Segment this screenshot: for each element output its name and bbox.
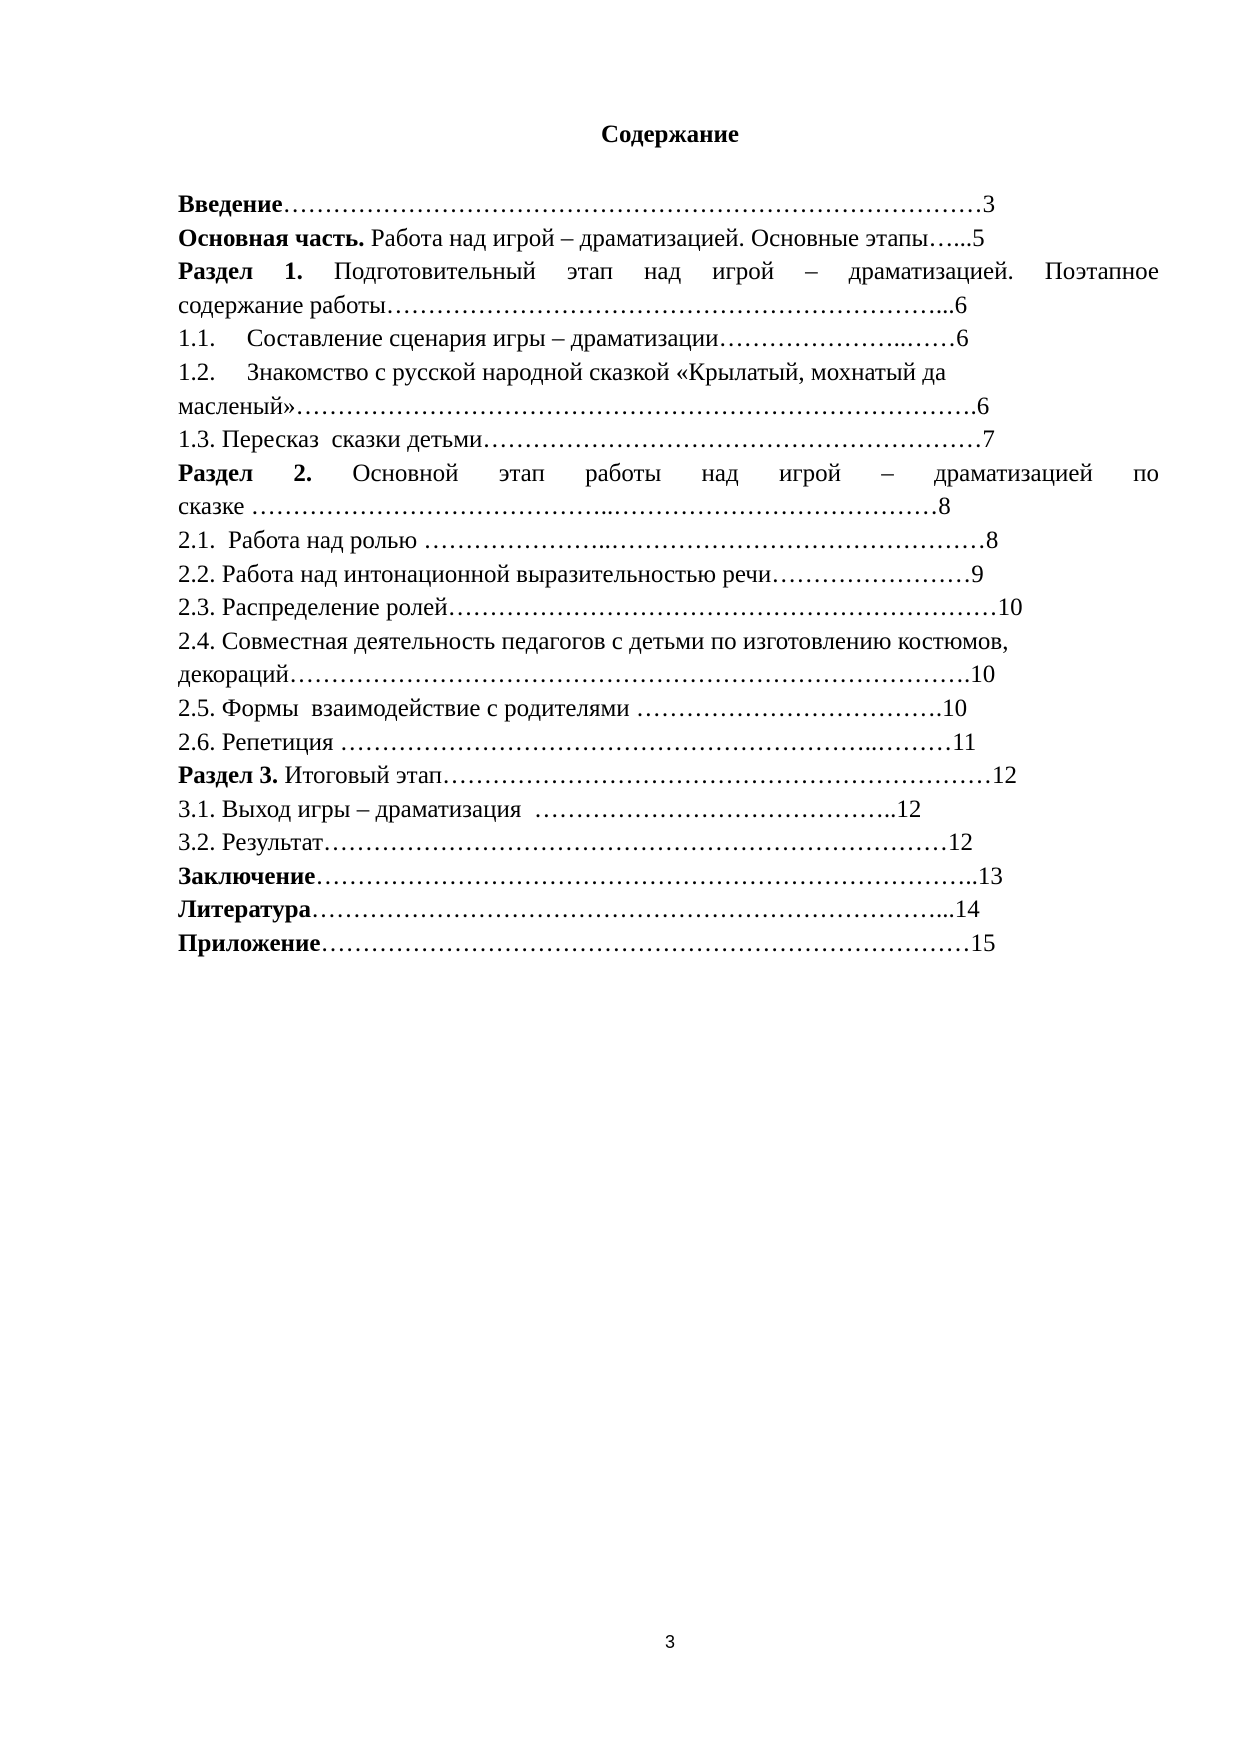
toc-entry-intro[interactable]: Введение…………………………………………………………………………3 — [178, 191, 996, 218]
toc-entry-2-6[interactable]: 2.6. Репетиция ………………………………………………………..………11 — [178, 728, 977, 756]
toc-entry-conclusion[interactable]: Заключение……………………………………………………………………..13 — [178, 862, 1003, 890]
toc-entry-section-3[interactable]: Раздел 3. Итоговый этап…………………………………………………………12 — [178, 762, 1018, 790]
page-number: 3 — [664, 1632, 675, 1652]
toc-entry-section-1[interactable]: Раздел 1. Подготовительный этап над игрой – драматизацией. Поэтапное — [178, 258, 1159, 286]
toc-entry-2-4[interactable]: 2.4. Совместная деятельность педагогов с детьми по изготовлению костюмов, — [178, 627, 1009, 655]
toc-entry-2-1[interactable]: 2.1. Работа над ролью …………………..………………………………………8 — [178, 526, 999, 554]
toc-entry-2-3[interactable]: 2.3. Распределение ролей…………………………………………………………10 — [178, 594, 1023, 622]
toc-entry-main[interactable]: Основная часть. Работа над игрой – драматизацией. Основные этапы…...5 — [178, 224, 985, 252]
toc-entry-section-1-cont[interactable]: содержание работы…………………………………………………………...6 — [178, 291, 968, 319]
page-title: Содержание — [600, 121, 739, 148]
toc-entry-literature[interactable]: Литература…………………………………………………………………...14 — [178, 896, 980, 924]
toc-entry-3-2[interactable]: 3.2. Результат…………………………………………………………………12 — [178, 829, 974, 857]
toc-entry-1-3[interactable]: 1.3. Пересказ сказки детьми……………………………………………………7 — [178, 426, 995, 454]
toc-entry-3-1[interactable]: 3.1. Выход игры – драматизация ……………………………………..12 — [178, 795, 922, 823]
toc-entry-appendix[interactable]: Приложение……………………………………………………………………15 — [178, 930, 996, 958]
toc-entry-2-2[interactable]: 2.2. Работа над интонационной выразительностью речи……………………9 — [178, 560, 984, 588]
table-of-contents — [178, 188, 1159, 961]
toc-entry-1-2[interactable]: 1.2. Знакомство с русской народной сказкой «Крылатый, мохнатый да — [178, 358, 947, 386]
toc-entry-2-4-cont[interactable]: декораций……………………………………………………………………….10 — [178, 661, 996, 689]
toc-entry-section-2-cont[interactable]: сказке ……………………………………..…………………………………8 — [178, 493, 951, 521]
toc-entry-section-2[interactable]: Раздел 2. Основной этап работы над игрой – драматизацией по — [178, 459, 1160, 487]
toc-entry-1-2-cont[interactable]: масленый»……………………………………………………………………….6 — [178, 392, 990, 420]
toc-entry-2-5[interactable]: 2.5. Формы взаимодействие с родителями ……………………………….10 — [178, 694, 968, 722]
toc-entry-1-1[interactable]: 1.1. Составление сценария игры – драматизации…………………..……6 — [178, 325, 969, 353]
